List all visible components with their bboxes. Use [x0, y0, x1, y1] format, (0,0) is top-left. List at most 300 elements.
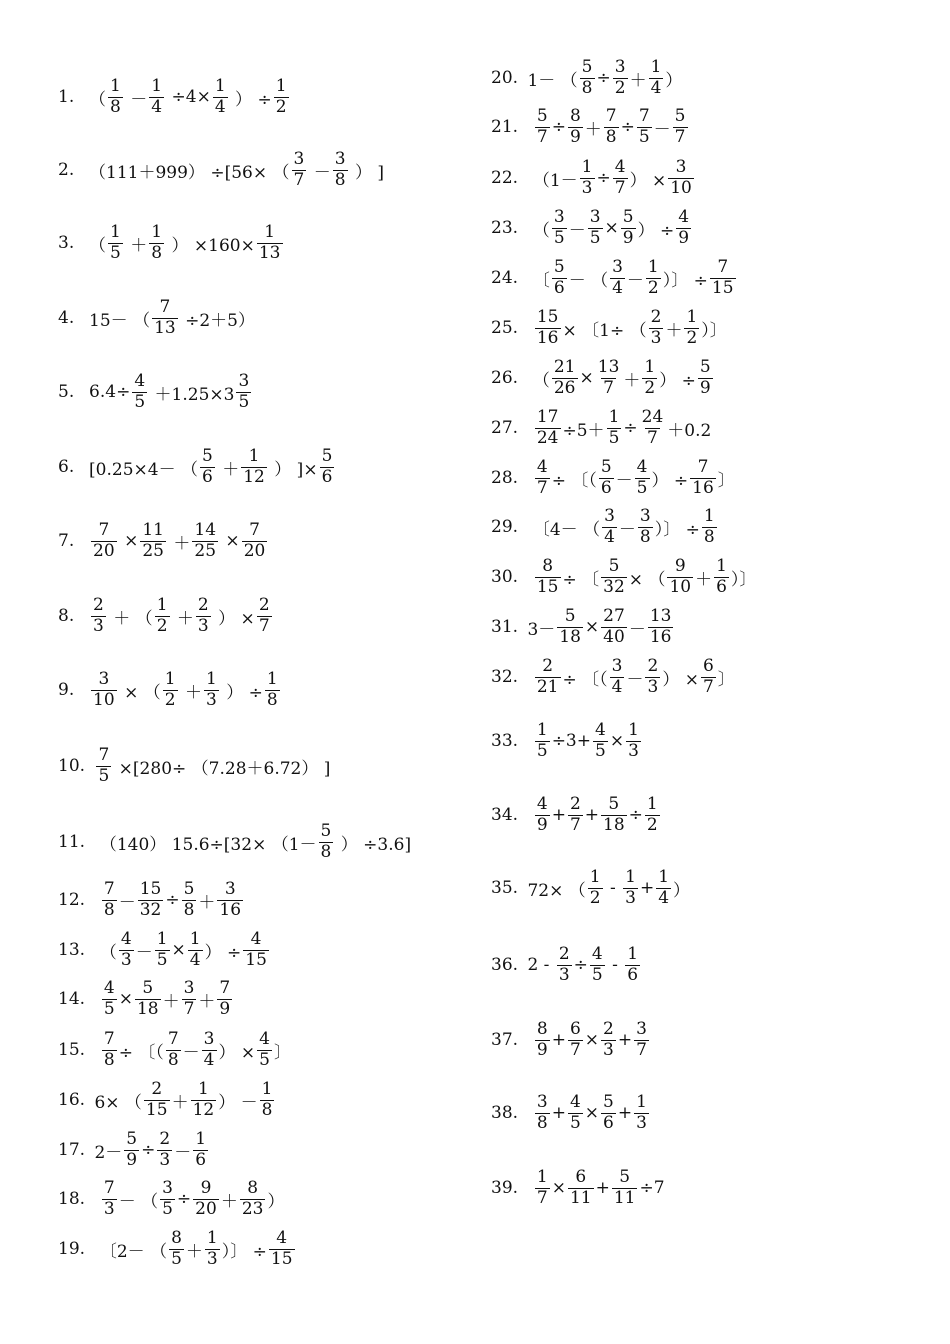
fraction — [166, 1028, 181, 1070]
problem-expression — [522, 605, 675, 647]
fraction-denominator: 2 — [686, 327, 698, 348]
fraction-numerator: 1 — [716, 555, 727, 576]
expression-text: ＋ — [584, 119, 602, 140]
fraction-numerator: 24 — [641, 406, 664, 427]
fraction-numerator: 7 — [98, 519, 110, 540]
fraction-numerator: 21 — [553, 356, 576, 377]
fraction-denominator: 21 — [536, 676, 559, 697]
problem-expression — [522, 655, 735, 697]
expression-text: ＋ — [198, 892, 216, 913]
fraction-denominator: 8 — [103, 899, 115, 920]
problem-number: 4. — [58, 308, 75, 328]
fraction — [635, 456, 650, 498]
expression-text: － — [118, 892, 136, 913]
fraction — [260, 1078, 275, 1120]
fraction — [698, 356, 713, 398]
expression-text: ＋1.25×3 — [149, 384, 235, 405]
fraction-numerator: 5 — [202, 445, 213, 466]
fraction — [638, 505, 653, 547]
fraction-numerator: 4 — [103, 977, 115, 998]
problem-expression — [522, 866, 691, 908]
fraction-numerator: 5 — [536, 105, 548, 126]
fraction-numerator: 3 — [639, 505, 651, 526]
expression-text: 〔2－ （ — [89, 1241, 168, 1262]
expression-text: ） × — [218, 1042, 256, 1063]
fraction — [102, 878, 117, 920]
expression-text: 6× （ — [89, 1092, 142, 1113]
fraction-denominator: 8 — [605, 126, 617, 147]
fraction — [710, 256, 736, 298]
fraction-denominator: 5 — [156, 949, 168, 970]
expression-text: ） ] — [349, 162, 385, 183]
fraction-numerator: 3 — [675, 156, 687, 177]
problem-number: 34. — [491, 805, 519, 825]
problem-number: 6. — [58, 457, 75, 477]
fraction-denominator: 8 — [703, 526, 715, 547]
problem-number: 39. — [491, 1178, 519, 1198]
fraction — [535, 456, 550, 498]
fraction-denominator: 5 — [595, 740, 606, 761]
problem-number: 33. — [491, 731, 519, 751]
fraction-numerator: 1 — [536, 719, 548, 740]
fraction — [91, 668, 117, 710]
expression-text: + — [551, 805, 566, 825]
fraction — [124, 1128, 139, 1170]
fraction-numerator: 7 — [219, 977, 231, 998]
problem-number: 31. — [491, 617, 519, 637]
fraction-numerator: 1 — [266, 668, 278, 689]
fraction-denominator: 13 — [154, 317, 176, 338]
fraction — [690, 456, 716, 498]
fraction — [149, 75, 164, 117]
fraction-numerator: 4 — [250, 928, 262, 949]
expression-text: ÷2＋5） — [179, 310, 255, 331]
fraction — [196, 594, 211, 636]
fraction-numerator: 13 — [597, 356, 620, 377]
fraction-numerator: 4 — [614, 156, 626, 177]
expression-text: ＋ — [179, 682, 202, 703]
fraction — [637, 105, 652, 147]
fraction — [552, 256, 567, 298]
fraction — [217, 878, 243, 920]
fraction-numerator: 5 — [622, 206, 634, 227]
fraction — [320, 445, 335, 487]
fraction-numerator: 1 — [658, 866, 670, 887]
fraction — [182, 878, 197, 920]
expression-text: × 〔1÷ （ — [562, 320, 647, 341]
expression-text: ）〕 ÷ — [662, 270, 708, 291]
fraction — [169, 1227, 184, 1269]
fraction-numerator: 5 — [320, 820, 332, 841]
fraction-numerator: 13 — [649, 605, 672, 626]
fraction-denominator: 2 — [156, 615, 168, 636]
fraction-numerator: 1 — [248, 445, 260, 466]
expression-text: 2 - — [522, 955, 555, 975]
fraction-denominator: 7 — [536, 477, 548, 498]
fraction-denominator: 6 — [603, 1112, 614, 1133]
fraction-denominator: 7 — [569, 814, 581, 835]
expression-text: 2－ — [89, 1142, 123, 1163]
expression-text — [522, 805, 533, 825]
fraction-denominator: 2 — [164, 689, 176, 710]
fraction — [213, 75, 228, 117]
fraction-numerator: 3 — [611, 655, 623, 676]
fraction — [108, 221, 123, 263]
fraction-numerator: 1 — [686, 306, 698, 327]
problem-expression — [78, 594, 273, 636]
problem-expression — [89, 1177, 285, 1219]
expression-text: + — [551, 1030, 566, 1050]
fraction-denominator: 3 — [581, 177, 593, 198]
fraction — [645, 793, 660, 835]
fraction-denominator: 9 — [699, 377, 711, 398]
fraction-numerator: 6 — [702, 655, 714, 676]
fraction-denominator: 5 — [638, 126, 650, 147]
fraction-numerator: 2 — [93, 594, 104, 615]
fraction-denominator: 9 — [219, 998, 231, 1019]
fraction-numerator: 1 — [164, 668, 176, 689]
expression-text: × — [604, 218, 619, 238]
fraction-denominator: 3 — [628, 740, 639, 761]
problem-number: 14. — [58, 989, 86, 1009]
fraction — [144, 1078, 170, 1120]
fraction-denominator: 15 — [711, 277, 734, 298]
problem-number: 17. — [58, 1140, 86, 1160]
expression-text: （ — [522, 220, 550, 241]
fraction-denominator: 15 — [245, 949, 267, 970]
fraction — [648, 605, 674, 647]
problem-number: 36. — [491, 955, 519, 975]
expression-text: 72× （ — [522, 880, 586, 901]
fraction-numerator: 7 — [638, 105, 650, 126]
problem-number: 12. — [58, 890, 86, 910]
fraction-denominator: 2 — [589, 887, 601, 908]
problem-number: 2. — [58, 160, 75, 180]
expression-text: － — [628, 619, 646, 640]
fraction-denominator: 4 — [650, 77, 662, 98]
expression-text: ÷ — [165, 890, 180, 910]
problem-expression — [522, 356, 715, 398]
fraction-denominator: 15 — [270, 1248, 293, 1269]
fraction-numerator: 7 — [605, 105, 617, 126]
expression-text: ＋ — [220, 1191, 238, 1212]
expression-text: ） × — [629, 170, 667, 191]
expression-text: － — [174, 1142, 192, 1163]
expression-text: ）〕 ÷ — [221, 1241, 267, 1262]
fraction-denominator: 8 — [110, 96, 121, 117]
fraction-numerator: 8 — [536, 1018, 548, 1039]
fraction-numerator: 2 — [542, 655, 554, 676]
fraction — [319, 820, 334, 862]
expression-text: × — [584, 1103, 600, 1123]
fraction-numerator: 8 — [247, 1177, 259, 1198]
fraction — [191, 1078, 217, 1120]
fraction-denominator: 8 — [183, 899, 195, 920]
problem-number: 10. — [58, 756, 86, 776]
fraction-denominator: 4 — [612, 277, 623, 298]
expression-text: ＋ — [623, 370, 641, 391]
expression-text: ＋ — [695, 569, 713, 590]
fraction — [333, 148, 348, 190]
fraction — [701, 655, 716, 697]
fraction-numerator: 1 — [195, 1128, 207, 1149]
fraction — [602, 505, 617, 547]
fraction-denominator: 16 — [219, 899, 242, 920]
problem-number: 11. — [58, 832, 86, 852]
fraction-numerator: 3 — [536, 1091, 548, 1112]
fraction — [673, 105, 688, 147]
fraction-denominator: 32 — [139, 899, 162, 920]
expression-text: ÷ — [141, 1140, 156, 1160]
fraction-numerator: 7 — [103, 1028, 115, 1049]
fraction-denominator: 4 — [611, 676, 623, 697]
expression-text: 15－ （ — [78, 310, 151, 331]
fraction-denominator: 5 — [591, 964, 603, 985]
fraction — [610, 256, 625, 298]
problem-row — [58, 660, 282, 720]
fraction-numerator: 17 — [536, 406, 559, 427]
fraction-numerator: 1 — [589, 866, 601, 887]
fraction-denominator: 10 — [670, 177, 692, 198]
expression-text: ） × — [212, 608, 255, 629]
fraction-numerator: 1 — [644, 356, 656, 377]
expression-text: （1－ — [522, 170, 578, 191]
expression-text: － — [135, 942, 153, 963]
problem-row — [58, 511, 269, 571]
fraction — [557, 943, 572, 985]
fraction — [119, 928, 134, 970]
fraction-denominator: 5 — [171, 1248, 182, 1269]
fraction-numerator: 5 — [674, 105, 686, 126]
fraction — [607, 406, 622, 448]
problem-expression — [78, 445, 336, 487]
problem-number: 9. — [58, 680, 75, 700]
fraction — [155, 594, 170, 636]
fraction-numerator: 1 — [214, 75, 226, 96]
fraction-denominator: 8 — [639, 526, 651, 547]
problem-row — [58, 812, 411, 872]
fraction-denominator: 25 — [194, 540, 217, 561]
fraction-numerator: 7 — [103, 1177, 115, 1198]
problem-expression — [522, 406, 712, 448]
fraction — [240, 1177, 266, 1219]
fraction — [204, 668, 219, 710]
fraction — [535, 406, 561, 448]
fraction-numerator: 1 — [650, 56, 662, 77]
expression-text: ÷ 〔（ — [562, 669, 608, 690]
expression-text: × （ — [628, 569, 666, 590]
expression-text: （ — [89, 942, 117, 963]
fraction-denominator: 20 — [243, 540, 266, 561]
fraction — [588, 206, 603, 248]
problem-row — [58, 140, 384, 200]
problem-row — [491, 1010, 651, 1070]
expression-text: ） ×160× — [166, 235, 255, 256]
expression-text: ） ]× — [268, 459, 318, 480]
expression-text: ＋ （ — [107, 608, 153, 629]
fraction-numerator: 1 — [703, 505, 715, 526]
fraction-numerator: 7 — [98, 744, 110, 765]
problem-expression — [522, 1091, 651, 1133]
expression-text: ） — [267, 1191, 285, 1212]
fraction-denominator: 10 — [93, 689, 115, 710]
fraction-numerator: 1 — [625, 866, 636, 887]
fraction-denominator: 11 — [569, 1187, 592, 1208]
fraction-denominator: 6 — [202, 466, 213, 487]
expression-text: － — [618, 519, 636, 540]
expression-text: ＋ — [167, 533, 191, 554]
expression-text: ）〕 — [701, 320, 727, 341]
expression-text: － （ — [568, 270, 609, 291]
fraction-denominator: 3 — [103, 1198, 115, 1219]
problem-expression — [89, 1078, 276, 1120]
fraction-numerator: 2 — [258, 594, 270, 615]
expression-text: ） ÷ — [220, 682, 263, 703]
fraction — [236, 370, 251, 412]
expression-text: × — [579, 368, 594, 388]
fraction-numerator: 1 — [156, 594, 168, 615]
problem-expression — [522, 943, 642, 985]
fraction-numerator: 11 — [142, 519, 164, 540]
fraction-denominator: 9 — [126, 1149, 138, 1170]
fraction — [217, 977, 232, 1019]
expression-text: × — [584, 1030, 600, 1050]
fraction-numerator: 1 — [151, 75, 163, 96]
fraction — [149, 221, 164, 263]
fraction-numerator: 5 — [699, 356, 711, 377]
fraction — [588, 866, 603, 908]
fraction-denominator: 9 — [536, 1039, 548, 1060]
expression-text: ÷ — [176, 1189, 192, 1209]
problem-number: 16. — [58, 1090, 86, 1110]
fraction-numerator: 4 — [120, 928, 132, 949]
problem-expression — [89, 977, 234, 1019]
expression-text: ） — [665, 70, 683, 91]
fraction — [645, 655, 660, 697]
fraction-numerator: 7 — [249, 519, 260, 540]
expression-text: ） — [673, 880, 691, 901]
fraction-denominator: 7 — [674, 126, 686, 147]
fraction-numerator: 4 — [591, 943, 603, 964]
problem-number: 37. — [491, 1030, 519, 1050]
fraction-numerator: 4 — [636, 456, 648, 477]
fraction-numerator: 1 — [110, 75, 121, 96]
problem-number: 29. — [491, 517, 519, 537]
fraction-denominator: 9 — [622, 227, 634, 248]
expression-text: + — [551, 1103, 566, 1123]
expression-text: ＋ — [124, 235, 148, 256]
problem-row — [491, 647, 735, 707]
fraction-numerator: 4 — [678, 206, 690, 227]
fraction-denominator: 7 — [183, 998, 195, 1019]
fraction — [202, 1028, 217, 1070]
fraction — [646, 256, 661, 298]
expression-text: ÷ — [628, 805, 643, 825]
expression-text: － — [308, 162, 331, 183]
expression-text: ）〕 ÷ — [654, 519, 700, 540]
fraction-numerator: 2 — [197, 594, 209, 615]
problem-expression — [78, 370, 253, 412]
problem-expression — [522, 793, 662, 835]
fraction-denominator: 5 — [98, 765, 110, 786]
fraction-denominator: 15 — [145, 1099, 168, 1120]
fraction-numerator: 3 — [98, 668, 110, 689]
expression-text: ＋ — [629, 70, 647, 91]
expression-text: ＋ — [665, 320, 683, 341]
expression-text: － — [626, 270, 644, 291]
expression-text: ） ÷ — [659, 370, 696, 391]
problem-expression — [522, 105, 689, 147]
fraction — [96, 744, 111, 786]
fraction — [257, 594, 272, 636]
expression-text — [522, 1103, 533, 1123]
problem-row — [58, 437, 336, 497]
fraction — [580, 156, 595, 198]
fraction-numerator: 2 — [603, 1018, 614, 1039]
expression-text: ＋ — [198, 991, 216, 1012]
fraction — [535, 105, 550, 147]
fraction-numerator: 2 — [650, 306, 662, 327]
fraction-denominator: 6 — [321, 466, 333, 487]
expression-text — [78, 680, 89, 700]
fraction-numerator: 1 — [628, 719, 639, 740]
fraction-denominator: 10 — [669, 576, 692, 597]
fraction — [714, 555, 729, 597]
fraction-denominator: 11 — [613, 1187, 636, 1208]
fraction-denominator: 6 — [553, 277, 565, 298]
expression-text: ÷5＋ — [562, 420, 605, 441]
expression-text: ÷ 〔 — [562, 569, 600, 590]
expression-text: － （ — [118, 1191, 159, 1212]
fraction-numerator: 5 — [553, 256, 565, 277]
fraction — [568, 105, 583, 147]
fraction — [557, 605, 583, 647]
fraction-denominator: 5 — [569, 1112, 581, 1133]
fraction-denominator: 3 — [120, 949, 132, 970]
problem-number: 18. — [58, 1189, 86, 1209]
fraction-denominator: 5 — [238, 391, 250, 412]
fraction-numerator: 1 — [608, 406, 620, 427]
expression-text: + — [617, 1030, 633, 1050]
fraction — [656, 866, 671, 908]
expression-text — [522, 1178, 533, 1198]
fraction-denominator: 6 — [600, 477, 612, 498]
expression-text: ÷3+ — [551, 731, 591, 751]
fraction-numerator: 3 — [604, 505, 615, 526]
fraction-denominator: 4 — [203, 1049, 215, 1070]
fraction-numerator: 1 — [205, 668, 217, 689]
fraction-numerator: 1 — [261, 1078, 273, 1099]
fraction-denominator: 8 — [320, 841, 332, 862]
problem-expression — [522, 555, 757, 597]
fraction-numerator: 8 — [542, 555, 554, 576]
fraction-denominator: 2 — [647, 277, 659, 298]
fraction-numerator: 3 — [614, 56, 626, 77]
problem-row — [58, 736, 330, 796]
fraction-numerator: 6 — [569, 1018, 581, 1039]
expression-text: × — [171, 940, 186, 960]
fraction-numerator: 1 — [275, 75, 287, 96]
fraction-denominator: 8 — [103, 1049, 115, 1070]
problem-number: 7. — [58, 531, 75, 551]
fraction — [192, 519, 218, 561]
fraction-numerator: 9 — [200, 1177, 212, 1198]
fraction-denominator: 3 — [558, 964, 570, 985]
fraction-denominator: 18 — [559, 626, 581, 647]
expression-text: ÷ — [596, 168, 611, 188]
expression-text: （ — [78, 89, 107, 110]
expression-text: 〕 — [717, 470, 735, 491]
